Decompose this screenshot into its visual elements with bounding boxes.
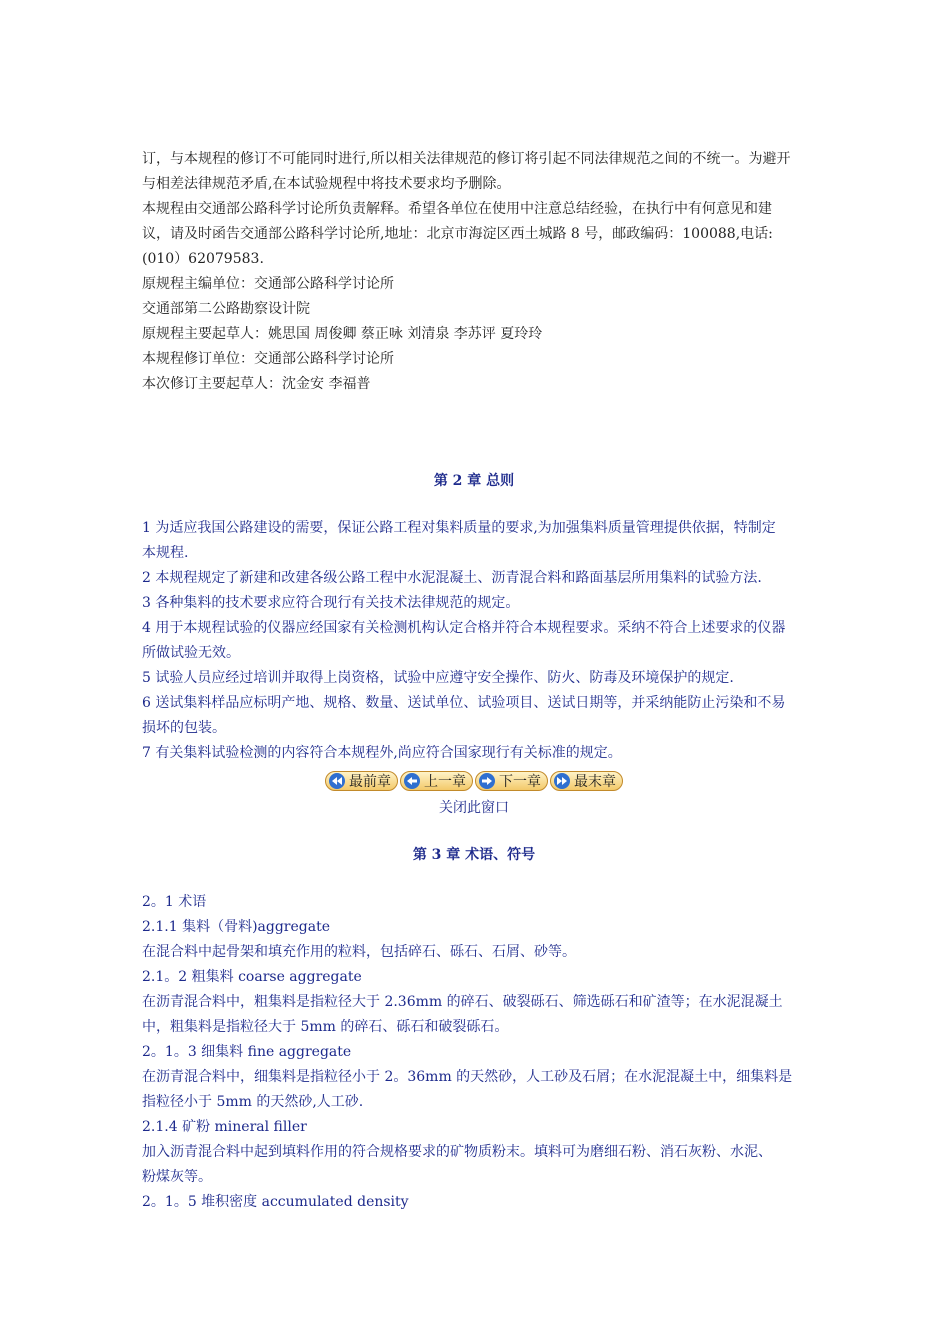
chapter-3-line: 在沥青混合料中，粗集料是指粒径大于 2.36mm 的碎石、破裂砾石、筛选砾石和矿渣等；在水泥混凝土 xyxy=(142,994,783,1010)
preface-line: 交通部第二公路勘察设计院 xyxy=(142,301,310,317)
preface-line: 本规程修订单位：交通部公路科学讨论所 xyxy=(142,351,394,367)
chapter-3-line: 2.1.4 矿粉 mineral filler xyxy=(142,1119,307,1135)
preface-line: (010）62079583. xyxy=(142,251,264,267)
preface-line: 订，与本规程的修订不可能同时进行,所以相关法律规范的修订将引起不同法律规范之间的不统一。为避开 xyxy=(142,151,791,167)
next-chapter-label: 下一章 xyxy=(499,774,541,790)
first-chapter-label: 最前章 xyxy=(349,774,391,790)
document-body xyxy=(142,147,806,1215)
preface-line: 原规程主要起草人：姚思国 周俊卿 蔡正咏 刘清泉 李苏评 夏玲玲 xyxy=(142,326,543,342)
chapter-3-title: 第 3 章 术语、符号 xyxy=(412,847,536,863)
chapter-3-line: 2.1。2 粗集料 coarse aggregate xyxy=(142,969,362,985)
prev-chapter-label: 上一章 xyxy=(424,774,466,790)
chapter-3-line: 在混合料中起骨架和填充作用的粒料，包括碎石、砾石、石屑、砂等。 xyxy=(142,944,576,960)
chapter-3-section xyxy=(142,890,806,1215)
arrow-right-icon xyxy=(479,773,495,789)
chapter-navigation xyxy=(142,771,806,793)
chapter-3-line: 2。1 术语 xyxy=(142,894,207,910)
chapter-3-line: 2。1。3 细集料 fine aggregate xyxy=(142,1044,352,1060)
next-chapter-button[interactable] xyxy=(475,771,548,791)
chapter-2-line: 1 为适应我国公路建设的需要，保证公路工程对集料质量的要求,为加强集料质量管理提供依据，特制定 xyxy=(142,520,776,536)
chapter-3-line: 2。1。5 堆积密度 accumulated density xyxy=(142,1194,409,1210)
preface-section xyxy=(142,147,806,397)
preface-line: 原规程主编单位：交通部公路科学讨论所 xyxy=(142,276,394,292)
chapter-2-line: 本规程. xyxy=(142,545,189,561)
close-window-link[interactable]: 关闭此窗口 xyxy=(439,800,509,816)
chapter-3-line: 在沥青混合料中，细集料是指粒径小于 2。36mm 的天然砂，人工砂及石屑；在水泥混凝土中，细集料是 xyxy=(142,1069,793,1085)
preface-line: 议，请及时函告交通部公路科学讨论所,地址：北京市海淀区西土城路 8 号，邮政编码：100088,电话: xyxy=(142,226,773,242)
preface-line: 与相差法律规范矛盾,在本试验规程中将技术要求均予删除。 xyxy=(142,176,511,192)
first-chapter-button[interactable] xyxy=(325,771,398,791)
chapter-2-line: 7 有关集料试验检测的内容符合本规程外,尚应符合国家现行有关标准的规定。 xyxy=(142,745,622,761)
preface-line: 本次修订主要起草人：沈金安 李福普 xyxy=(142,376,371,392)
chapter-3-line: 粉煤灰等。 xyxy=(142,1169,212,1185)
chapter-2-line: 3 各种集料的技术要求应符合现行有关技术法律规范的规定。 xyxy=(142,595,520,611)
chapter-3-line: 中，粗集料是指粒径大于 5mm 的碎石、砾石和破裂砾石。 xyxy=(142,1019,509,1035)
chapter-2-line: 损坏的包装。 xyxy=(142,720,226,736)
chapter-2-line: 2 本规程规定了新建和改建各级公路工程中水泥混凝土、沥青混合料和路面基层所用集料的试验方法. xyxy=(142,570,762,586)
last-chapter-button[interactable] xyxy=(550,771,623,791)
chapter-2-line: 6 送试集料样品应标明产地、规格、数量、送试单位、试验项目、送试日期等，并采纳能防止污染和不易 xyxy=(142,695,786,711)
chapter-2-line: 所做试验无效。 xyxy=(142,645,240,661)
chapter-2-title: 第 2 章 总则 xyxy=(433,473,515,489)
prev-chapter-button[interactable] xyxy=(400,771,473,791)
double-arrow-right-icon xyxy=(554,773,570,789)
last-chapter-label: 最末章 xyxy=(574,774,616,790)
arrow-left-icon xyxy=(404,773,420,789)
chapter-3-line: 2.1.1 集料（骨料)aggregate xyxy=(142,919,331,935)
double-arrow-left-icon xyxy=(329,773,345,789)
chapter-2-line: 5 试验人员应经过培训并取得上岗资格，试验中应遵守安全操作、防火、防毒及环境保护的规定. xyxy=(142,670,734,686)
preface-line: 本规程由交通部公路科学讨论所负责解释。希望各单位在使用中注意总结经验，在执行中有何意见和建 xyxy=(142,201,772,217)
chapter-2-section xyxy=(142,516,806,766)
chapter-3-line: 加入沥青混合料中起到填料作用的符合规格要求的矿物质粉末。填料可为磨细石粉、消石灰粉、水泥、 xyxy=(142,1144,772,1160)
chapter-2-line: 4 用于本规程试验的仪器应经国家有关检测机构认定合格并符合本规程要求。采纳不符合上述要求的仪器 xyxy=(142,620,786,636)
chapter-3-line: 指粒径小于 5mm 的天然砂,人工砂. xyxy=(142,1094,364,1110)
